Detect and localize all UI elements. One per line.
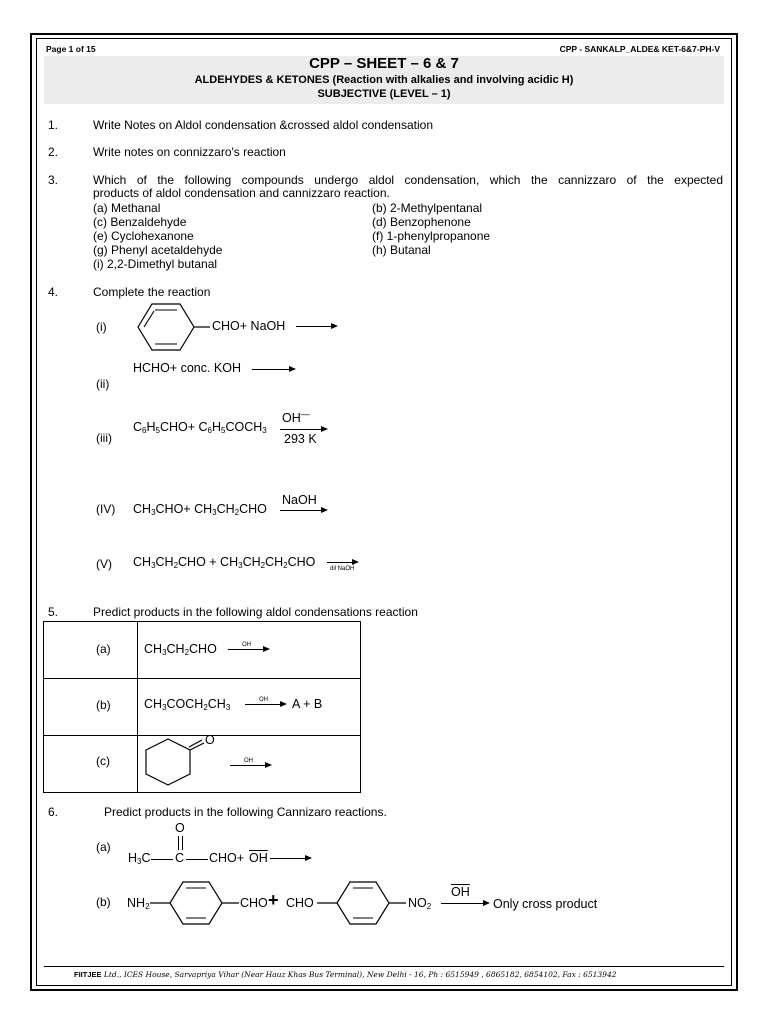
q4-iv-label: (IV)	[96, 502, 116, 516]
q3-option-f: (f) 1-phenylpropanone	[372, 229, 491, 243]
arrow-head-icon	[263, 646, 270, 652]
reaction-arrow-icon	[252, 369, 290, 370]
reaction-arrow-icon	[280, 429, 322, 430]
q6-a-carbon: C	[175, 851, 185, 865]
q4-iii-reagent: OH—	[282, 409, 310, 425]
q4-iv-reactants: $CH_3CHO+ CH_3CH_2CHO$	[133, 502, 267, 517]
arrow-head-icon	[321, 426, 328, 432]
q5-number: 5.	[48, 605, 59, 619]
q3-option-c: (c) Benzaldehyde	[93, 215, 187, 229]
benzene-ring-icon	[148, 879, 240, 929]
q6-b-aldehyde-2: CHO	[286, 896, 314, 910]
q6-a-hydroxide: $\overline{OH}$	[249, 851, 268, 865]
arrow-head-icon	[321, 507, 328, 513]
q6-text: Predict products in the following Cannizaro reactions.	[104, 805, 387, 819]
q3-option-b: (b) 2-Methylpentanal	[372, 201, 483, 215]
q6-b-aldehyde-1: CHO	[240, 896, 268, 910]
q4-v-reactants: $CH_3CH_2CHO + CH_3CH_2CH_2CHO$	[133, 555, 316, 570]
footer-rule	[44, 966, 724, 967]
sheet-level: SUBJECTIVE (LEVEL – 1)	[317, 88, 451, 100]
q5-row-b-label: (b)	[96, 698, 111, 712]
q5-row-c-oxygen: O	[205, 733, 215, 747]
footer-address	[74, 970, 617, 979]
q4-number: 4.	[48, 285, 59, 299]
double-bond-icon	[178, 836, 183, 850]
benzene-ring-icon	[315, 879, 409, 929]
q4-iii-reactants: $C_6H_5CHO+$ $C_6H_5COCH_3$	[133, 420, 267, 435]
q5-row-b-products: A + B	[292, 697, 323, 711]
q3-option-i: (i) 2,2-Dimethyl butanal	[93, 257, 218, 271]
q1-number: 1.	[48, 118, 59, 132]
arrow-head-icon	[305, 855, 312, 861]
q6-b-amine: $NH_2$	[127, 896, 150, 911]
q3-option-d: (d) Benzophenone	[372, 215, 471, 229]
q4-iii-label: (iii)	[96, 431, 112, 445]
q4-iv-reagent: NaOH	[282, 493, 317, 507]
q6-b-result: Only cross product	[493, 897, 598, 911]
q5-row-b-compound: $CH_3COCH_2CH_3$	[144, 697, 231, 712]
sheet-subtitle: ALDEHYDES & KETONES (Reaction with alkalies and involving acidic H)	[194, 74, 574, 86]
q5-row-a-label: (a)	[96, 642, 111, 656]
reaction-arrow-icon	[228, 649, 264, 650]
reaction-arrow-icon	[230, 765, 266, 766]
arrow-head-icon	[352, 559, 359, 565]
q4-v-reagent: dil NaOH	[330, 566, 355, 572]
q3-option-a: (a) Methanal	[93, 201, 161, 215]
q2-text: Write notes on connizzaro's reaction	[93, 145, 286, 159]
q4-i-text: CHO+ NaOH	[212, 319, 286, 333]
q5-row-b-reagent: OH	[259, 697, 268, 703]
arrow-head-icon	[331, 323, 338, 329]
q5-row-c-reagent: OH	[244, 758, 253, 764]
reaction-arrow-icon	[327, 562, 353, 563]
q2-number: 2.	[48, 145, 59, 159]
q6-b-label: (b)	[96, 895, 111, 909]
q4-ii-text: HCHO+ conc. KOH	[133, 361, 242, 375]
q5-row-a-compound: $CH_3CH_2CHO$	[144, 642, 217, 657]
q3-option-h: (h) Butanal	[372, 243, 431, 257]
q5-row-a-reagent: OH	[242, 642, 251, 648]
arrow-head-icon	[280, 701, 287, 707]
bond-line-icon	[151, 859, 173, 860]
arrow-head-icon	[289, 366, 296, 372]
q3-text-line2: products of aldol condensation and cannizzaro reaction.	[93, 186, 390, 200]
q6-a-methyl: $H_3C$	[128, 851, 151, 866]
page-number: Page 1 of 15	[46, 44, 96, 54]
footer-text: Ltd., ICES House, Sarvapriya Vihar (Near Hauz Khas Bus Terminal), New Delhi - 16, Ph : 6515949 , 6865182, 6854102, Fax : 6513942	[103, 970, 617, 979]
q4-text: Complete the reaction	[93, 285, 211, 299]
q1-text: Write Notes on Aldol condensation &crossed aldol condensation	[93, 118, 433, 132]
sheet-title: CPP – SHEET – 6 & 7	[309, 55, 459, 72]
q3-number: 3.	[48, 173, 59, 187]
q6-a-label: (a)	[96, 840, 111, 854]
q4-v-label: (V)	[96, 557, 112, 571]
reaction-arrow-icon	[280, 510, 322, 511]
reaction-arrow-icon	[441, 903, 484, 904]
footer-brand: FIITJEE	[74, 970, 102, 979]
q5-row-c-label: (c)	[96, 754, 110, 768]
benzene-ring-icon	[134, 301, 214, 353]
q4-ii-label: (ii)	[96, 377, 110, 391]
q6-a-rest: CHO+	[209, 851, 245, 865]
q6-a-oxygen: O	[175, 821, 185, 835]
document-code: CPP - SANKALP_ALDE& KET-6&7-PH-V	[559, 44, 720, 54]
q3-option-e: (e) Cyclohexanone	[93, 229, 194, 243]
reaction-arrow-icon	[270, 858, 306, 859]
bond-line-icon	[186, 859, 208, 860]
q3-text-line1: Which of the following compounds undergo aldol condensation, which the cannizzaro of the expected	[93, 173, 723, 187]
q6-b-nitro: $NO_2$	[408, 896, 432, 911]
q4-i-label: (i)	[96, 320, 107, 334]
q5-text: Predict products in the following aldol condensations reaction	[93, 605, 418, 619]
plus-sign: +	[268, 890, 279, 910]
arrow-head-icon	[265, 762, 272, 768]
q6-b-hydroxide: $\overline{OH}$	[451, 885, 470, 899]
q4-iii-temperature: 293 K	[284, 432, 317, 446]
reaction-arrow-icon	[245, 704, 281, 705]
q3-option-g: (g) Phenyl acetaldehyde	[93, 243, 223, 257]
arrow-head-icon	[483, 900, 490, 906]
reaction-arrow-icon	[296, 326, 332, 327]
q6-number: 6.	[48, 805, 59, 819]
